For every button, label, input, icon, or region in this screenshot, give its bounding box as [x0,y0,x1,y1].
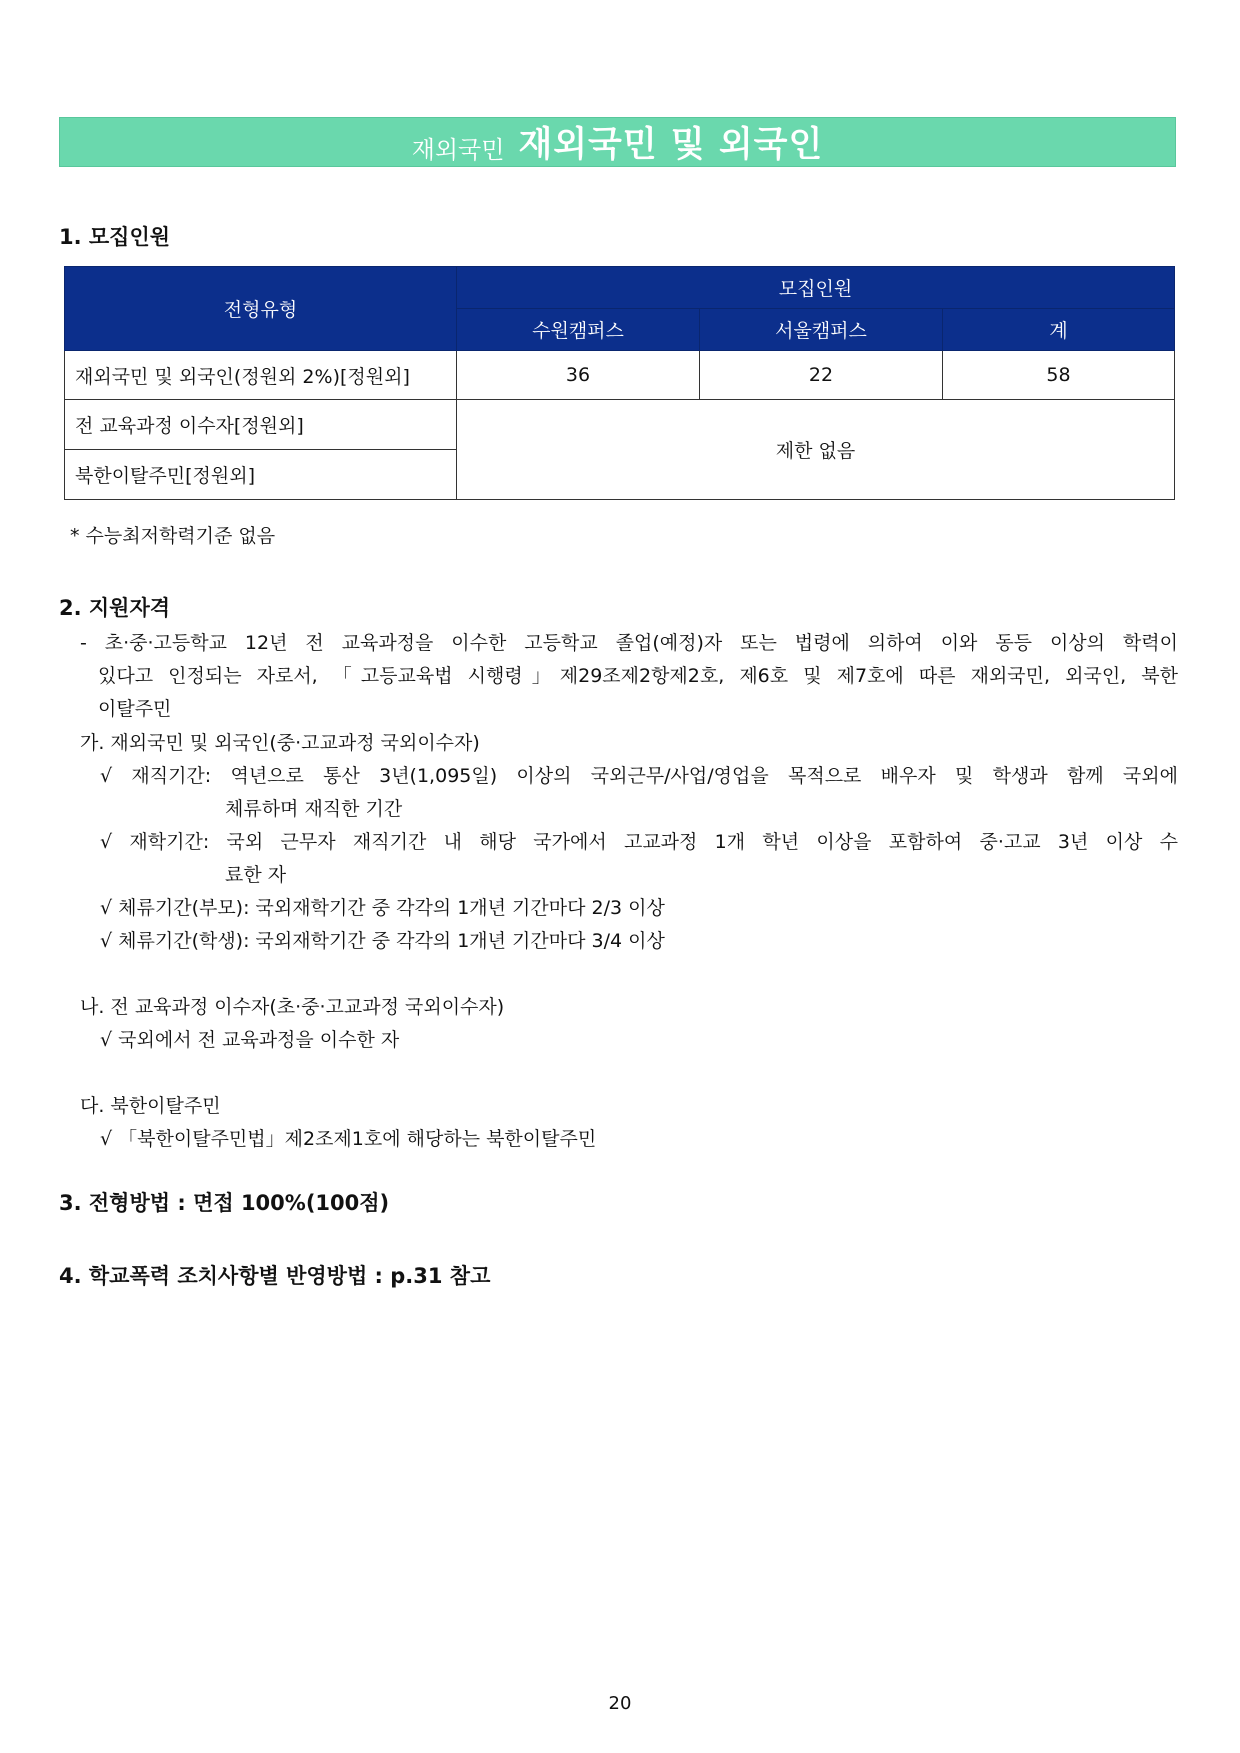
banner-small-title: 재외국민 [411,135,505,164]
footnote: * 수능최저학력기준 없음 [70,525,276,547]
table-row [65,351,1175,400]
table-row [65,400,1175,450]
da-item: √ 「북한이탈주민법」제2조제1호에 해당하는 북한이탈주민 [100,1128,597,1150]
subsection-na-title: 나. 전 교육과정 이수자(초·중·고교과정 국외이수자) [80,996,505,1018]
recruitment-table [64,266,1175,500]
header-seoul: 서울캠퍼스 [700,309,943,351]
header-type: 전형유형 [65,267,457,351]
banner-title: 재외국민 및 외국인 [518,125,824,165]
cell-suwon: 36 [457,351,700,400]
heading-method: 3. 전형방법 : 면접 100%(100점) [59,1191,390,1215]
header-quota: 모집인원 [457,267,1175,309]
cell-seoul: 22 [700,351,943,400]
subsection-ga-title: 가. 재외국민 및 외국인(중·고교과정 국외이수자) [80,732,480,754]
subsection-da-title: 다. 북한이탈주민 [80,1095,221,1117]
cell-no-limit: 제한 없음 [457,400,1175,500]
ga-item: √ 재학기간: 국외 근무자 재직기간 내 해당 국가에서 고교과정 1개 학년 이상을 포함하여 중·고교 3년 이상 수 [100,831,1178,853]
qual-intro-line: 있다고 인정되는 자로서, 「고등교육법 시행령」제29조제2항제2호, 제6호 및 제7호에 따른 재외국민, 외국인, 북한 [98,665,1178,687]
qual-intro-line: - 초·중·고등학교 12년 전 교육과정을 이수한 고등학교 졸업(예정)자 또는 법령에 의하여 이와 동등 이상의 학력이 [80,632,1178,654]
row-label: 재외국민 및 외국인(정원외 2%)[정원외] [65,351,457,400]
na-item: √ 국외에서 전 교육과정을 이수한 자 [100,1029,400,1051]
heading-recruitment: 1. 모집인원 [59,225,171,249]
header-suwon: 수원캠퍼스 [457,309,700,351]
ga-item-cont: 체류하며 재직한 기간 [225,798,403,820]
heading-school-violence: 4. 학교폭력 조치사항별 반영방법 : p.31 참고 [59,1264,491,1288]
ga-item: √ 재직기간: 역년으로 통산 3년(1,095일) 이상의 국외근무/사업/영업을 목적으로 배우자 및 학생과 함께 국외에 [100,765,1178,787]
ga-item-cont: 료한 자 [225,864,287,886]
ga-item: √ 체류기간(부모): 국외재학기간 중 각각의 1개년 기간마다 2/3 이상 [100,897,665,919]
ga-item: √ 체류기간(학생): 국외재학기간 중 각각의 1개년 기간마다 3/4 이상 [100,930,665,952]
row-label: 전 교육과정 이수자[정원외] [65,400,457,450]
qual-intro-line: 이탈주민 [98,698,172,720]
row-label: 북한이탈주민[정원외] [65,450,457,500]
header-total: 계 [943,309,1175,351]
section-banner [59,117,1176,167]
page-number: 20 [608,1693,632,1714]
heading-qualification: 2. 지원자격 [59,596,171,620]
cell-total: 58 [943,351,1175,400]
